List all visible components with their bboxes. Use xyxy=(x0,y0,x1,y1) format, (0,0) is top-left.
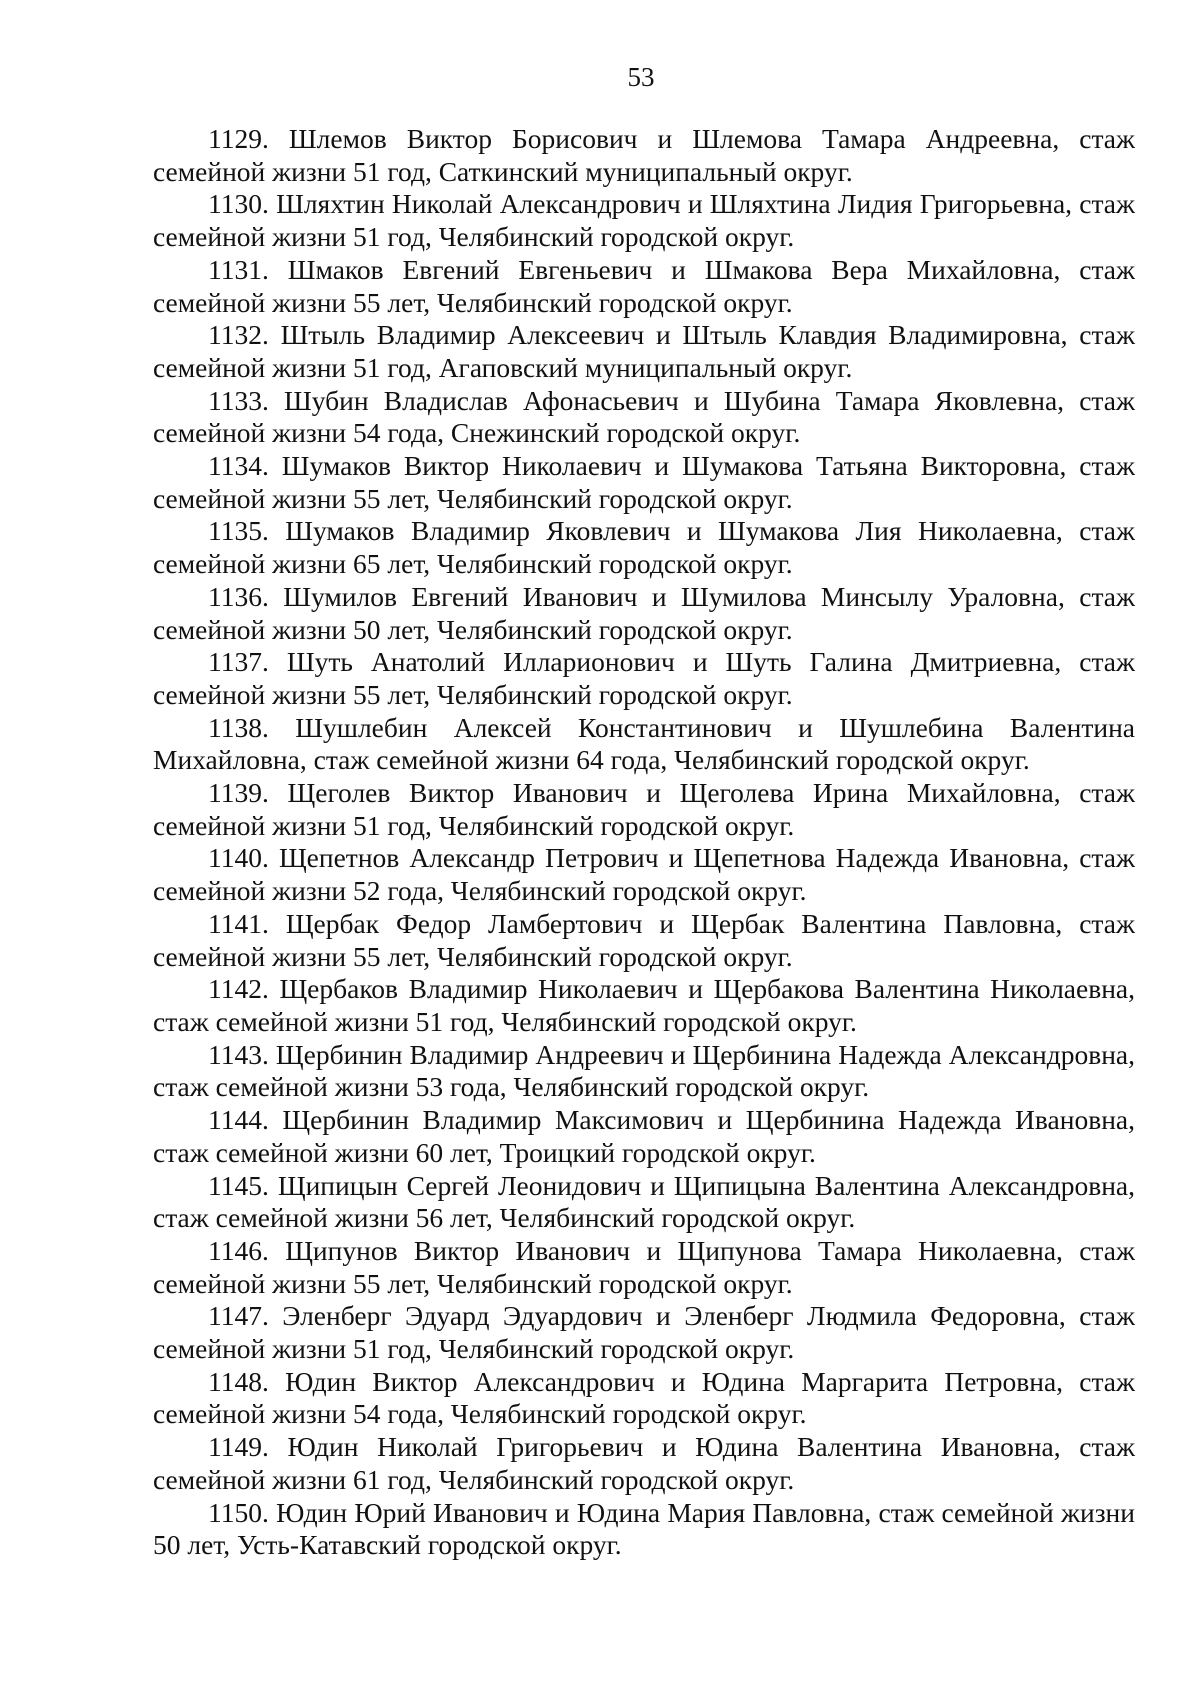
entry-number: 1131. xyxy=(208,253,269,285)
list-item xyxy=(153,188,1135,253)
entry-text: Шуть Анатолий Илларионович и Шуть Галина Дмитриевна, стаж семейной жизни 55 лет, Челябинский городской округ. xyxy=(153,646,1135,710)
entry-number: 1146. xyxy=(208,1234,269,1266)
entry-number: 1130. xyxy=(208,188,269,220)
entry-number: 1141. xyxy=(208,907,269,939)
entry-text: Шумилов Евгений Иванович и Шумилова Минсылу Ураловна, стаж семейной жизни 50 лет, Челябинский городской округ. xyxy=(153,580,1135,645)
list-item xyxy=(153,385,1135,450)
entry-number: 1137. xyxy=(208,646,269,678)
list-item xyxy=(153,1104,1135,1169)
list-item xyxy=(153,450,1135,515)
entry-number: 1140. xyxy=(208,842,269,874)
entry-text: Шмаков Евгений Евгеньевич и Шмакова Вера Михайловна, стаж семейной жизни 55 лет, Челябинский городской округ. xyxy=(153,253,1136,318)
list-item xyxy=(153,1431,1135,1496)
entry-text: Шубин Владислав Афонасьевич и Шубина Тамара Яковлевна, стаж семейной жизни 54 года, Снежинский городской округ. xyxy=(153,384,1135,449)
entry-number: 1148. xyxy=(208,1365,269,1397)
entry-number: 1132. xyxy=(208,319,269,351)
list-item xyxy=(153,908,1135,973)
list-item xyxy=(153,515,1135,580)
entry-number: 1134. xyxy=(208,450,269,482)
list-item xyxy=(153,123,1135,188)
entry-text: Шлемов Виктор Борисович и Шлемова Тамара Андреевна, стаж семейной жизни 51 год, Саткинский муниципальный округ. xyxy=(153,123,1136,187)
entry-number: 1133. xyxy=(208,384,269,416)
list-item xyxy=(153,777,1135,842)
entry-number: 1138. xyxy=(208,711,269,743)
list-item xyxy=(153,1235,1135,1300)
entry-text: Юдин Юрий Иванович и Юдина Мария Павловна, стаж семейной жизни 50 лет, Усть-Катавский городской округ. xyxy=(153,1496,1135,1561)
list-item xyxy=(153,581,1135,646)
entry-text: Щипунов Виктор Иванович и Щипунова Тамара Николаевна, стаж семейной жизни 55 лет, Челябинский городской округ. xyxy=(153,1234,1135,1299)
entry-text: Шляхтин Николай Александрович и Шляхтина Лидия Григорьевна, стаж семейной жизни 51 год, Челябинский городской округ. xyxy=(153,188,1135,253)
entry-text: Щербинин Владимир Андреевич и Щербинина Надежда Александровна, стаж семейной жизни 53 года, Челябинский городской округ. xyxy=(153,1038,1135,1103)
entry-text: Щепетнов Александр Петрович и Щепетнова Надежда Ивановна, стаж семейной жизни 52 года, Челябинский городской округ. xyxy=(153,842,1135,907)
list-item xyxy=(153,319,1135,384)
entry-list xyxy=(153,123,1135,1562)
entry-text: Юдин Виктор Александрович и Юдина Маргарита Петровна, стаж семейной жизни 54 года, Челябинский городской округ. xyxy=(153,1365,1136,1430)
entry-number: 1145. xyxy=(208,1169,269,1201)
entry-number: 1142. xyxy=(208,973,269,1005)
entry-number: 1147. xyxy=(208,1300,269,1332)
entry-text: Щербинин Владимир Максимович и Щербинина Надежда Ивановна, стаж семейной жизни 60 лет, Троицкий городской округ. xyxy=(153,1104,1135,1168)
entry-number: 1139. xyxy=(208,777,269,809)
entry-number: 1129. xyxy=(208,123,269,154)
entry-text: Шумаков Владимир Яковлевич и Шумакова Лия Николаевна, стаж семейной жизни 65 лет, Челябинский городской округ. xyxy=(153,515,1136,580)
list-item xyxy=(153,1497,1135,1562)
list-item xyxy=(153,646,1135,711)
entry-number: 1144. xyxy=(208,1104,269,1136)
entry-text: Штыль Владимир Алексеевич и Штыль Клавдия Владимировна, стаж семейной жизни 51 год, Агаповский муниципальный округ. xyxy=(153,319,1136,383)
entry-number: 1149. xyxy=(208,1431,269,1463)
list-item xyxy=(153,973,1135,1038)
list-item xyxy=(153,254,1135,319)
list-item xyxy=(153,1366,1135,1431)
entry-text: Эленберг Эдуард Эдуардович и Эленберг Людмила Федоровна, стаж семейной жизни 51 год, Челябинский городской округ. xyxy=(153,1300,1135,1365)
entry-text: Юдин Николай Григорьевич и Юдина Валентина Ивановна, стаж семейной жизни 61 год, Челябинский городской округ. xyxy=(153,1431,1136,1495)
entry-text: Щеголев Виктор Иванович и Щеголева Ирина Михайловна, стаж семейной жизни 51 год, Челябинский городской округ. xyxy=(153,777,1135,841)
entry-text: Щипицын Сергей Леонидович и Щипицына Валентина Александровна, стаж семейной жизни 56 лет, Челябинский городской округ. xyxy=(153,1169,1136,1234)
list-item xyxy=(153,712,1135,777)
entry-number: 1135. xyxy=(208,515,269,547)
entry-text: Шумаков Виктор Николаевич и Шумакова Татьяна Викторовна, стаж семейной жизни 55 лет, Челябинский городской округ. xyxy=(153,450,1136,514)
list-item xyxy=(153,1039,1135,1104)
entry-text: Шушлебин Алексей Константинович и Шушлебина Валентина Михайловна, стаж семейной жизни 64 года, Челябинский городской округ. xyxy=(153,711,1135,776)
entry-text: Щербак Федор Ламбертович и Щербак Валентина Павловна, стаж семейной жизни 55 лет, Челябинский городской округ. xyxy=(153,907,1135,972)
page-number: 53 xyxy=(627,62,655,92)
entry-number: 1136. xyxy=(208,580,269,612)
entry-number: 1150. xyxy=(208,1496,269,1528)
list-item xyxy=(153,842,1135,907)
list-item xyxy=(153,1300,1135,1365)
list-item xyxy=(153,1170,1135,1235)
entry-number: 1143. xyxy=(208,1038,269,1070)
entry-text: Щербаков Владимир Николаевич и Щербакова Валентина Николаевна, стаж семейной жизни 51 год, Челябинский городской округ. xyxy=(153,973,1135,1037)
